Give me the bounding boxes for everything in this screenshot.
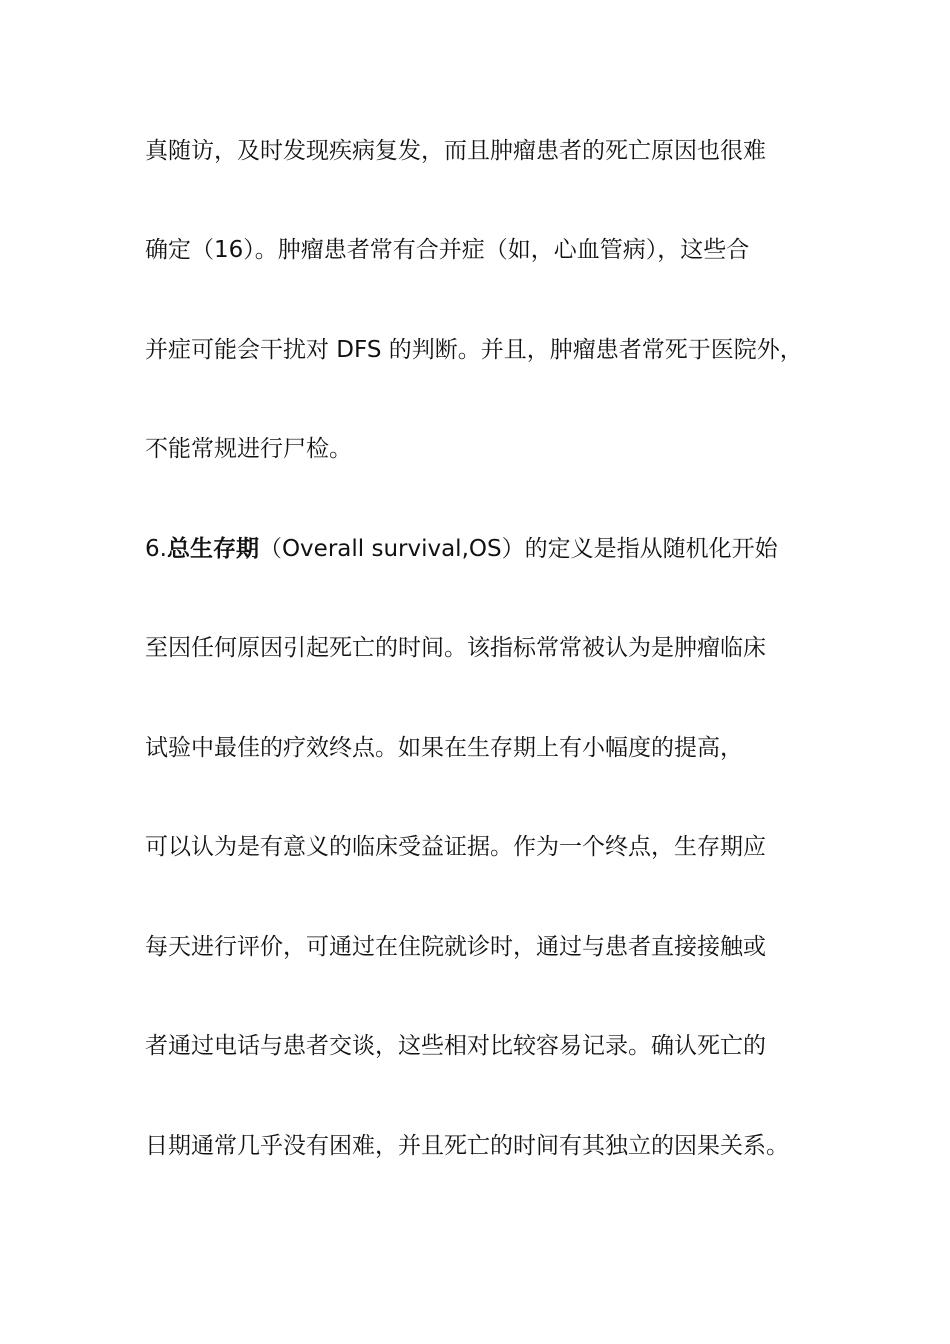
text-line: 每天进行评价，可通过在住院就诊时，通过与患者直接接触或	[145, 934, 766, 960]
text-line: 并症可能会干扰对 DFS 的判断。并且，肿瘤患者常死于医院外，	[145, 337, 803, 363]
text-line: 试验中最佳的疗效终点。如果在生存期上有小幅度的提高，	[145, 735, 743, 761]
text-line: 可以认为是有意义的临床受益证据。作为一个终点，生存期应	[145, 834, 766, 860]
section-number: 6.	[145, 536, 167, 562]
text-line: 至因任何原因引起死亡的时间。该指标常常被认为是肿瘤临床	[145, 635, 766, 661]
text-line: 确定（16）。肿瘤患者常有合并症（如，心血管病），这些合	[145, 237, 750, 263]
text-line: 者通过电话与患者交谈，这些相对比较容易记录。确认死亡的	[145, 1033, 766, 1059]
section-heading-line	[145, 529, 825, 569]
text-line: 日期通常几乎没有困难，并且死亡的时间有其独立的因果关系。	[145, 1133, 789, 1159]
text-line: 真随访，及时发现疾病复发，而且肿瘤患者的死亡原因也很难	[145, 138, 766, 164]
text-line: 不能常规进行尸检。	[145, 436, 352, 462]
section-definition: （Overall survival,OS）的定义是指从随机化开始	[258, 536, 778, 562]
section-term: 总生存期	[166, 536, 259, 562]
